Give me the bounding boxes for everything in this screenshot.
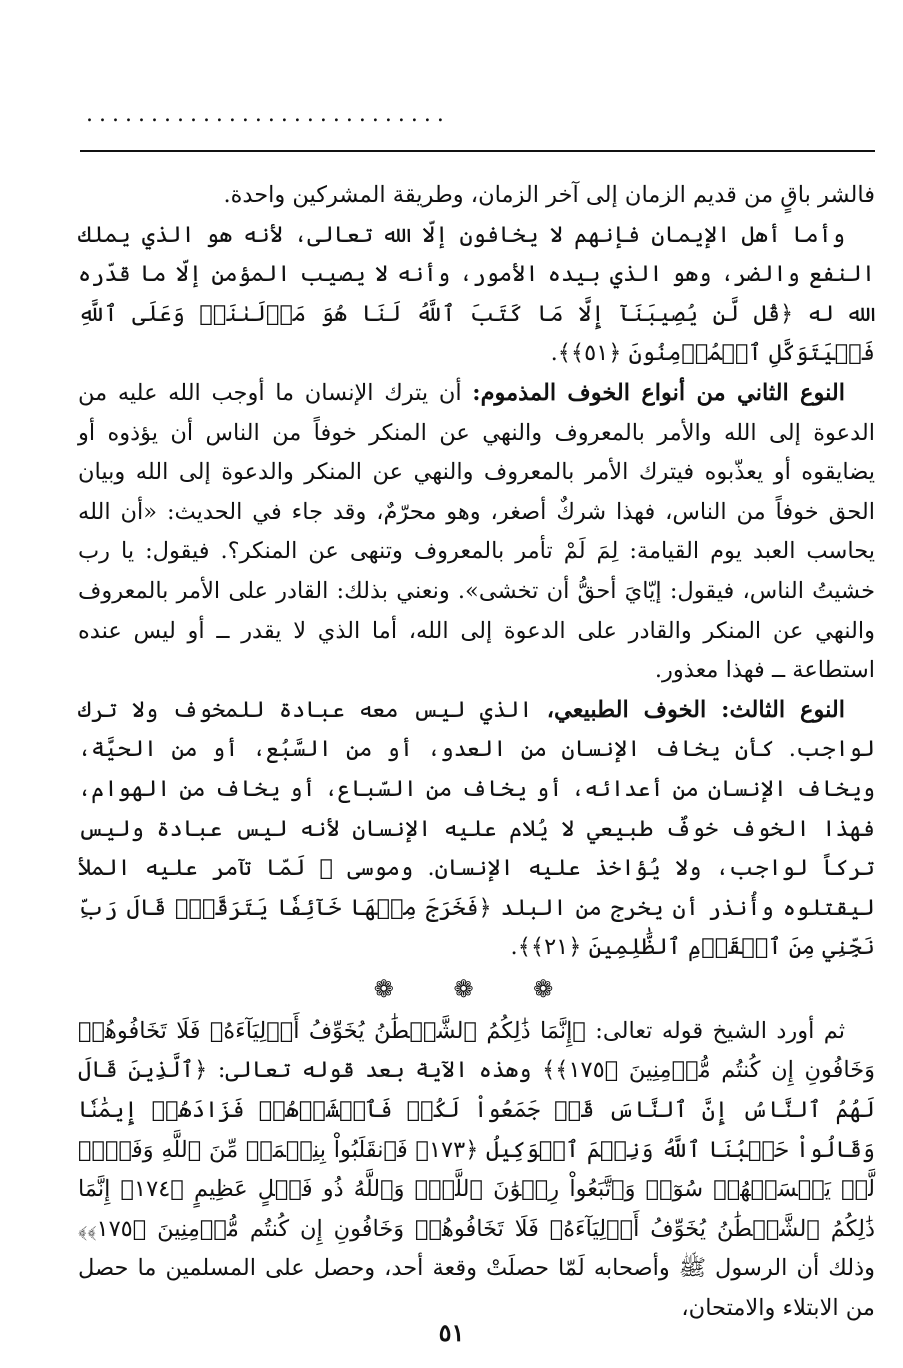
paragraph-4	[78, 691, 875, 968]
paragraph-2: وأما أهل الإيمان فإنهم لا يخافون إلّا الله تعالى، لأنه هو الذي يملك النفع والضر، وهو الذي بيده الأمور، وأنه لا يصيب المؤمن إلّا ما قدّره الله له ﴿قُل لَّن يُصِيبَنَآ إِلَّا مَا كَتَبَ ٱللَّهُ لَنَا هُوَ مَوۡلَىٰنَاۚ وَعَلَى ٱللَّهِ فَلۡيَتَوَكَّلِ ٱلۡمُؤۡمِنُونَ ﴿٥١﴾﴾.	[78, 221, 875, 367]
paragraph-1: فالشر باقٍ من قديم الزمان إلى آخر الزمان، وطريقة المشركين واحدة.	[223, 182, 875, 208]
section-heading-type-two: النوع الثاني من أنواع الخوف المذموم:	[472, 379, 845, 406]
paragraph-3-text: أن يترك الإنسان ما أوجب الله عليه من الدعوة إلى الله والأمر بالمعروف والنهي عن المنكر خوفاً من الناس أن يؤذوه أو يضايقوه أو يعذّبوه فيترك الأمر بالمعروف والنهي عن المنكر والدعوة إلى الله وبيان الحق خوفاً من الناس، فهذا شركٌ أصغر، وهو محرّمٌ، وقد جاء في الحديث: «أن الله يحاسب العبد يوم القيامة: لِمَ لَمْ تأمر بالمعروف وتنهى عن المنكر؟. فيقول: يا رب خشيتُ الناس، فيقول: إيّايَ أحقُّ أن تخشى». ونعني بذلك: القادر على الأمر بالمعروف والنهي عن المنكر والقادر على الدعوة إلى الله، أما الذي لا يقدر ــ أو ليس عنده استطاعة ــ فهذا معذور.	[78, 379, 875, 684]
page-body	[78, 176, 875, 1329]
section-heading-type-three: النوع الثالث: الخوف الطبيعي،	[546, 696, 845, 723]
header-rule	[80, 150, 875, 152]
paragraph-3	[78, 374, 875, 691]
paragraph-5: ثم أورد الشيخ قوله تعالى: ﴿إِنَّمَا ذَٰلِكُمُ ٱلشَّيۡطَٰنُ يُخَوِّفُ أَوۡلِيَآءَهُۥ فَلَا تَخَافُوهُمۡ وَخَافُونِ إِن كُنتُم مُّؤۡمِنِينَ ﴿١٧٥﴾﴾ وهذه الآية بعد قوله تعالى: ﴿ٱلَّذِينَ قَالَ لَهُمُ ٱلنَّاسُ إِنَّ ٱلنَّاسَ قَدۡ جَمَعُواْ لَكُمۡ فَٱخۡشَوۡهُمۡ فَزَادَهُمۡ إِيمَٰنٗا وَقَالُواْ حَسۡبُنَا ٱللَّهُ وَنِعۡمَ ٱلۡوَكِيلُ ﴿١٧٣﴾ فَٱنقَلَبُواْ بِنِعۡمَةٖ مِّنَ ٱللَّهِ وَفَضۡلٖ لَّمۡ يَمۡسَسۡهُمۡ سُوٓءٞ وَٱتَّبَعُواْ رِضۡوَٰنَ ٱللَّهِۗ وَٱللَّهُ ذُو فَضۡلٍ عَظِيمٍ ﴿١٧٤﴾ إِنَّمَا ذَٰلِكُمُ ٱلشَّيۡطَٰنُ يُخَوِّفُ أَوۡلِيَآءَهُۥ فَلَا تَخَافُوهُمۡ وَخَافُونِ إِن كُنتُم مُّؤۡمِنِينَ ﴿١٧٥﴾﴾ وذلك أن الرسول ﷺ وأصحابه لَمّا حصلَتْ وقعة أحد، وحصل على المسلمين ما حصل من الابتلاء والامتحان،	[78, 1017, 875, 1322]
page-number: ٥١	[438, 1318, 465, 1347]
paragraph-4-text: الذي ليس معه عبادة للمخوف ولا ترك لواجب. كأن يخاف الإنسان من العدو، أو من السَّبُع، أو من الحيَّة، ويخاف الإنسان من أعدائه، أو يخاف من السّباع، أو يخاف من الهوام، فهذا الخوف خوفٌ طبيعي لا يُلام عليه الإنسان لأنه ليس عبادة وليس تركاً لواجب، ولا يُؤاخذ عليه الإنسان. وموسى ﷺ لَمّا تآمر عليه الملأ ليقتلوه وأُنذر أن يخرج من البلد ﴿فَخَرَجَ مِنۡهَا خَآئِفٗا يَتَرَقَّبُۖ قَالَ رَبِّ نَجِّنِي مِنَ ٱلۡقَوۡمِ ٱلظَّٰلِمِينَ ﴿٢١﴾﴾.	[78, 696, 875, 961]
header-dotted-line: ............................	[86, 102, 450, 127]
section-separator: ❁ ❁ ❁	[373, 974, 580, 1003]
